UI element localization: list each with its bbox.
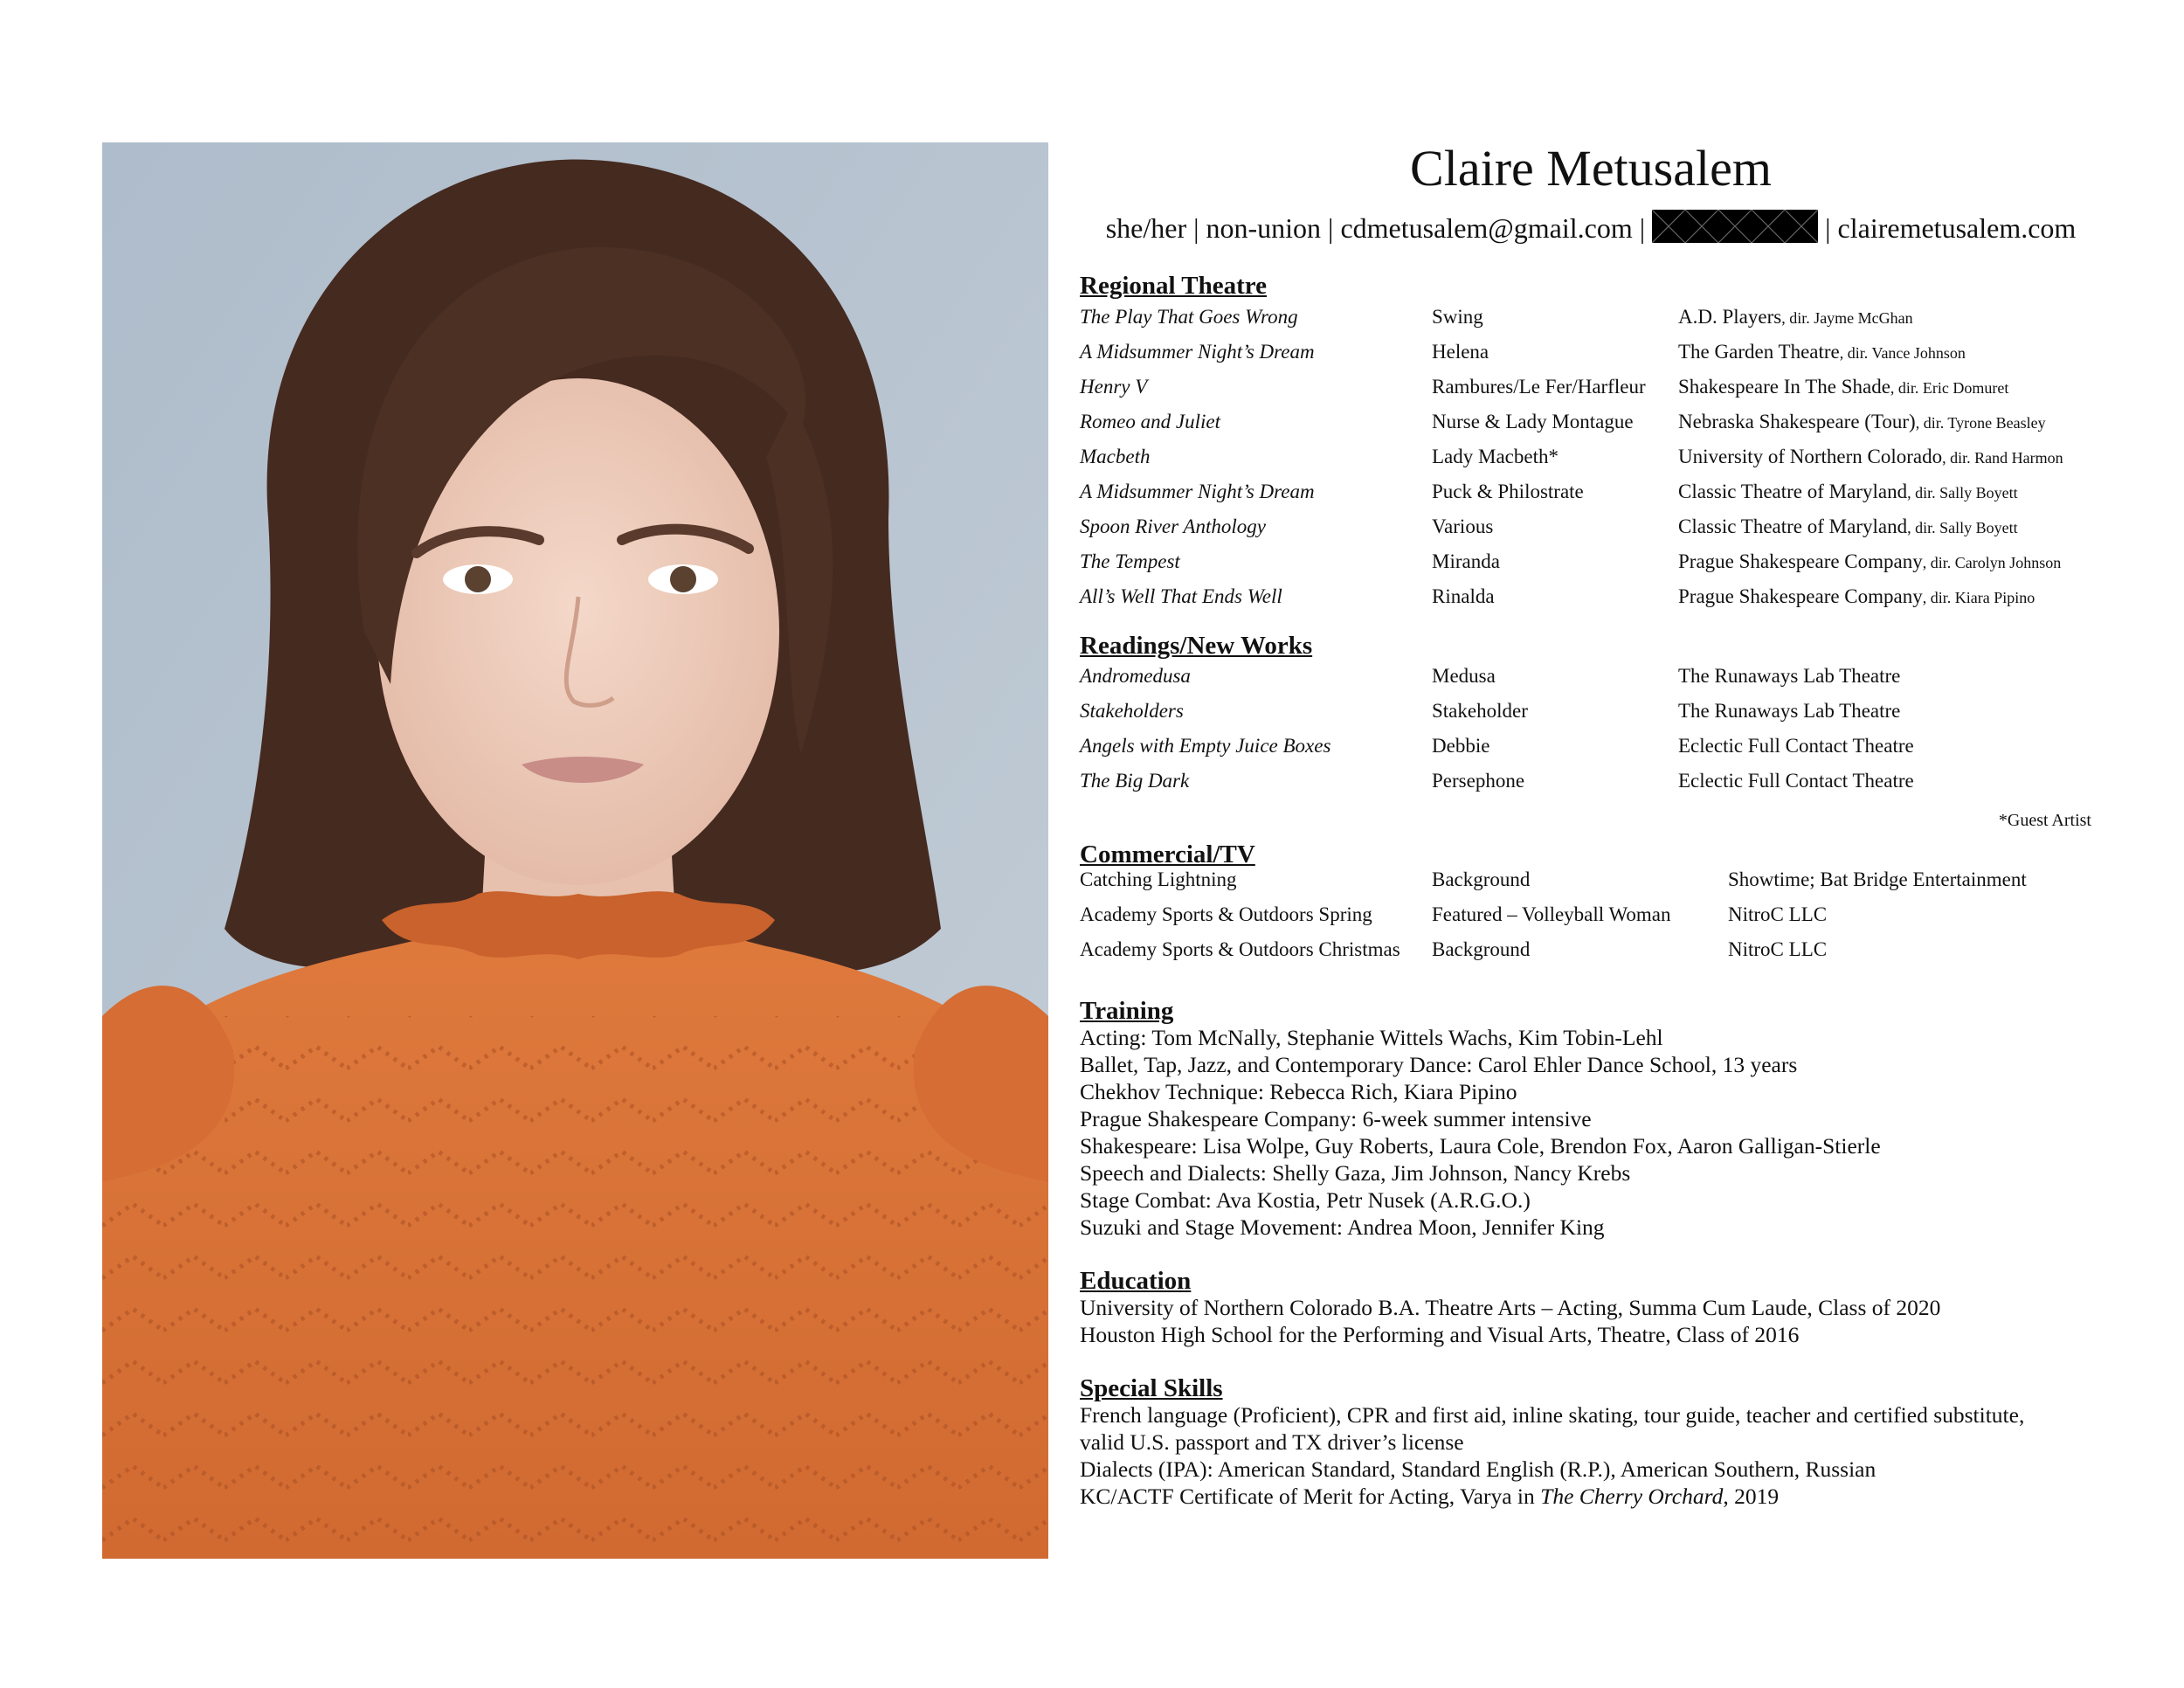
list-item: Ballet, Tap, Jazz, and Contemporary Dance: Carol Ehler Dance School, 13 years [1080,1052,1798,1077]
redaction-pattern-icon [1652,210,1818,243]
guest-artist-note: *Guest Artist [1998,811,2091,830]
table-row: Romeo and Juliet Nurse & Lady Montague Nebraska Shakespeare (Tour), dir. Tyrone Beasley [1080,411,2046,432]
list-item: valid U.S. passport and TX driver’s license [1080,1429,1464,1455]
section-readings-new-works: Readings/New Works [1080,632,1313,660]
list-item: Acting: Tom McNally, Stephanie Wittels Wachs, Kim Tobin-Lehl [1080,1025,1663,1050]
pronouns: she/her [1105,212,1187,244]
table-row: The Tempest Miranda Prague Shakespeare Company, dir. Carolyn Johnson [1080,550,2062,572]
list-item: Dialects (IPA): American Standard, Standard English (R.P.), American Southern, Russian [1080,1456,1876,1482]
union-status: non-union [1206,212,1322,244]
table-row: The Big Dark Persephone Eclectic Full Contact Theatre [1080,770,1914,792]
list-item: Stage Combat: Ava Kostia, Petr Nusek (A.R.G.O.) [1080,1187,1531,1213]
actor-name: Claire Metusalem [1410,140,1772,197]
section-special-skills: Special Skills [1080,1374,1223,1402]
headshot-photo [102,142,1048,1559]
section-training: Training [1080,997,1174,1025]
list-item: French language (Proficient), CPR and first aid, inline skating, tour guide, teacher and certified substitute, [1080,1402,2025,1428]
redacted-phone [1652,210,1818,243]
table-row: Angels with Empty Juice Boxes Debbie Eclectic Full Contact Theatre [1080,735,1914,757]
section-commercial-tv: Commercial/TV [1080,841,1255,868]
list-item: Chekhov Technique: Rebecca Rich, Kiara Pipino [1080,1079,1517,1104]
table-row: Catching Lightning Background Showtime; Bat Bridge Entertainment [1080,868,2027,890]
section-education: Education [1080,1267,1192,1295]
list-item: Shakespeare: Lisa Wolpe, Guy Roberts, Laura Cole, Brendon Fox, Aaron Galligan-Stierle [1080,1133,1881,1159]
list-item: Speech and Dialects: Shelly Gaza, Jim Johnson, Nancy Krebs [1080,1160,1631,1186]
table-row: Macbeth Lady Macbeth* University of Northern Colorado, dir. Rand Harmon [1080,446,2063,467]
list-item: Prague Shakespeare Company: 6-week summer intensive [1080,1106,1592,1131]
table-row: Henry V Rambures/Le Fer/Harfleur Shakespeare In The Shade, dir. Eric Domuret [1080,376,2009,398]
table-row: Academy Sports & Outdoors Spring Featured – Volleyball Woman NitroC LLC [1080,903,1828,925]
table-row: A Midsummer Night’s Dream Puck & Philostrate Classic Theatre of Maryland, dir. Sally Boyett [1080,481,2018,502]
list-item: Houston High School for the Performing and Visual Arts, Theatre, Class of 2016 [1080,1322,1800,1347]
list-item: Suzuki and Stage Movement: Andrea Moon, Jennifer King [1080,1214,1605,1240]
list-item: KC/ACTF Certificate of Merit for Acting, Varya in The Cherry Orchard, 2019 [1080,1484,1780,1509]
table-row: Stakeholders Stakeholder The Runaways Lab Theatre [1080,700,1901,722]
contact-line: she/her | non-union | cdmetusalem@gmail.com | | clairemetusalem.com [1080,208,2102,248]
table-row: Andromedusa Medusa The Runaways Lab Theatre [1080,665,1901,687]
table-row: Spoon River Anthology Various Classic Theatre of Maryland, dir. Sally Boyett [1080,515,2018,537]
website-link[interactable]: clairemetusalem.com [1837,212,2077,244]
table-row: Academy Sports & Outdoors Christmas Background NitroC LLC [1080,938,1828,960]
table-row: The Play That Goes Wrong Swing A.D. Players, dir. Jayme McGhan [1080,306,1913,328]
email-link[interactable]: cdmetusalem@gmail.com [1340,212,1633,244]
table-row: All’s Well That Ends Well Rinalda Prague Shakespeare Company, dir. Kiara Pipino [1080,585,2035,607]
list-item: University of Northern Colorado B.A. Theatre Arts – Acting, Summa Cum Laude, Class of 2020 [1080,1295,1941,1320]
section-regional-theatre: Regional Theatre [1080,272,1268,300]
table-row: A Midsummer Night’s Dream Helena The Garden Theatre, dir. Vance Johnson [1080,341,1966,363]
